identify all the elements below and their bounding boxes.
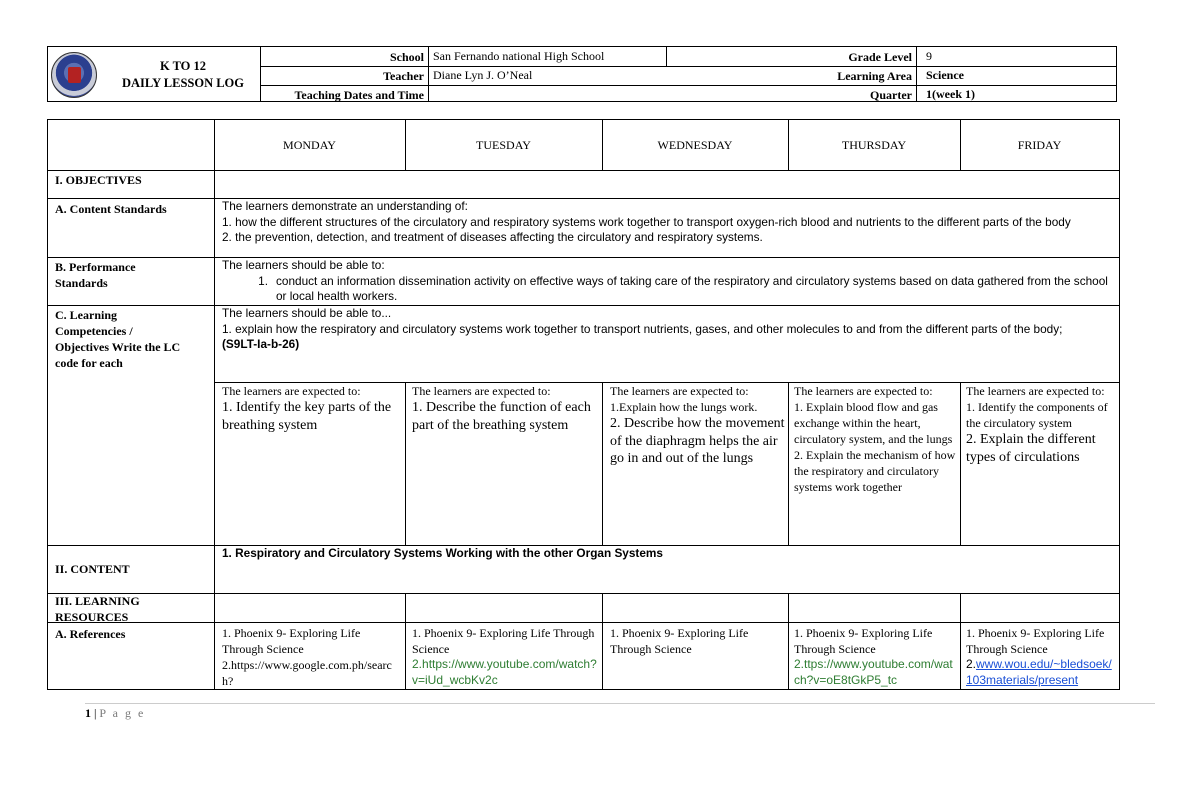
footer-rule bbox=[85, 703, 1155, 704]
competencies-label-line2: Competencies / bbox=[55, 324, 133, 338]
monday-reference-book: 1. Phoenix 9- Exploring Life Through Science bbox=[222, 626, 361, 656]
references-friday bbox=[966, 625, 1116, 688]
performance-standard-1: conduct an information dissemination activity on effective ways of taking care of the respiratory and circulatory systems based on data gathered from the school or local health workers. bbox=[276, 273, 1108, 303]
competencies-label bbox=[55, 307, 180, 371]
monday-reference-link[interactable]: 2.https://www.google.com.ph/search? bbox=[222, 658, 392, 688]
area-value: Science bbox=[926, 68, 964, 82]
page-footer bbox=[85, 706, 145, 721]
content-standards-text bbox=[222, 199, 1112, 246]
school-label: School bbox=[389, 50, 424, 64]
friday-objective-intro: The learners are expected to: bbox=[966, 384, 1105, 398]
objective-cell-thursday bbox=[794, 383, 957, 495]
learning-resources-label bbox=[55, 593, 140, 625]
performance-label-line2: Standards bbox=[55, 276, 108, 290]
quarter-value: 1(week 1) bbox=[926, 87, 975, 101]
lesson-log-table bbox=[47, 119, 1120, 690]
area-label: Learning Area bbox=[837, 69, 912, 83]
performance-standards-text bbox=[222, 258, 1112, 305]
competencies-label-line1: C. Learning bbox=[55, 308, 118, 322]
page-word: P a g e bbox=[99, 706, 146, 720]
friday-objective-1: 1. Identify the components of the circulatory system bbox=[966, 400, 1108, 430]
day-header-wednesday: WEDNESDAY bbox=[657, 138, 733, 152]
competencies-intro: The learners should be able to... bbox=[222, 306, 392, 320]
tuesday-objective-1: 1. Describe the function of each part of the breathing system bbox=[412, 400, 591, 433]
competencies-text bbox=[222, 306, 1112, 353]
competencies-label-line3: Objectives Write the LC bbox=[55, 340, 181, 354]
objective-cell-tuesday bbox=[412, 383, 598, 434]
content-value: 1. Respiratory and Circulatory Systems Working with the other Organ Systems bbox=[222, 546, 663, 560]
lc-code: (S9LT-Ia-b-26) bbox=[222, 337, 300, 351]
objectives-label: I. OBJECTIVES bbox=[55, 173, 142, 187]
header-title-dll: DAILY LESSON LOG bbox=[121, 76, 245, 90]
objective-cell-wednesday bbox=[610, 383, 786, 468]
wednesday-objective-intro: The learners are expected to: bbox=[610, 384, 749, 398]
footer-separator: | bbox=[91, 706, 100, 720]
grade-value: 9 bbox=[926, 49, 932, 63]
performance-label-line1: B. Performance bbox=[55, 260, 136, 274]
wednesday-objective-2: 2. Describe how the movement of the diaphragm helps the air go in and out of the lungs bbox=[610, 416, 785, 466]
page-number: 1 bbox=[85, 706, 91, 720]
competency-1: 1. explain how the respiratory and circulatory systems work together to transport nutrients, gases, and other molecules to and from the different parts of the body; bbox=[222, 321, 1063, 336]
wednesday-objective-1: 1.Explain how the lungs work. bbox=[610, 400, 758, 414]
dates-label: Teaching Dates and Time bbox=[294, 88, 424, 102]
school-value: San Fernando national High School bbox=[433, 49, 605, 63]
tuesday-link-prefix: 2. bbox=[412, 657, 423, 671]
performance-item-number: 1. bbox=[258, 273, 268, 288]
teacher-value: Diane Lyn J. O’Neal bbox=[433, 68, 533, 82]
resources-label-line1: III. LEARNING bbox=[55, 594, 140, 608]
references-tuesday bbox=[412, 625, 598, 688]
thursday-objective-1: 1. Explain blood flow and gas exchange within the heart, circulatory system, and the lungs bbox=[794, 400, 953, 446]
day-header-tuesday: TUESDAY bbox=[476, 138, 531, 152]
friday-link-prefix: 2. bbox=[966, 657, 977, 671]
monday-objective-1: 1. Identify the key parts of the breathing system bbox=[222, 400, 392, 433]
references-monday bbox=[222, 625, 402, 689]
tuesday-reference-book: 1. Phoenix 9- Exploring Life Through Science bbox=[412, 626, 595, 656]
grade-label: Grade Level bbox=[848, 50, 912, 64]
content-label: II. CONTENT bbox=[55, 562, 130, 576]
performance-standards-label bbox=[55, 259, 136, 291]
content-standard-1: 1. how the different structures of the circulatory and respiratory systems work together to transport oxygen-rich blood and nutrients to the different parts of the body bbox=[222, 214, 1071, 229]
content-standards-intro: The learners demonstrate an understanding of: bbox=[222, 199, 468, 213]
dll-header bbox=[47, 46, 1117, 102]
references-label: A. References bbox=[55, 627, 126, 641]
performance-intro: The learners should be able to: bbox=[222, 258, 385, 272]
content-standards-label: A. Content Standards bbox=[55, 202, 167, 216]
tuesday-objective-intro: The learners are expected to: bbox=[412, 384, 551, 398]
thursday-link-prefix: 2. bbox=[794, 657, 805, 671]
monday-objective-intro: The learners are expected to: bbox=[222, 384, 361, 398]
friday-reference-link[interactable]: www.wou.edu/~bledsoek/103materials/present bbox=[966, 657, 1112, 687]
thursday-reference-book: 1. Phoenix 9- Exploring Life Through Science bbox=[794, 626, 933, 656]
quarter-label: Quarter bbox=[870, 88, 912, 102]
objective-cell-monday bbox=[222, 383, 402, 434]
references-wednesday bbox=[610, 625, 786, 657]
objective-cell-friday bbox=[966, 383, 1116, 466]
thursday-objective-2: 2. Explain the mechanism of how the respiratory and circulatory systems work together bbox=[794, 448, 956, 494]
content-standard-2: 2. the prevention, detection, and treatment of diseases affecting the circulatory and respiratory systems. bbox=[222, 230, 763, 244]
thursday-reference-link[interactable]: ttps://www.youtube.com/watch?v=oE8tGkP5_tc bbox=[794, 657, 953, 687]
day-header-monday: MONDAY bbox=[283, 138, 336, 152]
friday-reference-book: 1. Phoenix 9- Exploring Life Through Science bbox=[966, 626, 1105, 656]
competencies-label-line4: code for each bbox=[55, 356, 123, 370]
tuesday-reference-link[interactable]: https://www.youtube.com/watch?v=iUd_wcbKv2c bbox=[412, 657, 597, 687]
friday-objective-2: 2. Explain the different types of circulations bbox=[966, 432, 1096, 465]
wednesday-reference-book: 1. Phoenix 9- Exploring Life Through Science bbox=[610, 626, 749, 656]
day-header-friday: FRIDAY bbox=[1017, 138, 1062, 152]
header-title-k12: K TO 12 bbox=[159, 59, 207, 73]
resources-label-line2: RESOURCES bbox=[55, 610, 129, 624]
day-header-thursday: THURSDAY bbox=[841, 138, 907, 152]
thursday-objective-intro: The learners are expected to: bbox=[794, 384, 933, 398]
deped-seal-icon bbox=[51, 52, 97, 98]
references-thursday bbox=[794, 625, 957, 688]
teacher-label: Teacher bbox=[383, 69, 424, 83]
